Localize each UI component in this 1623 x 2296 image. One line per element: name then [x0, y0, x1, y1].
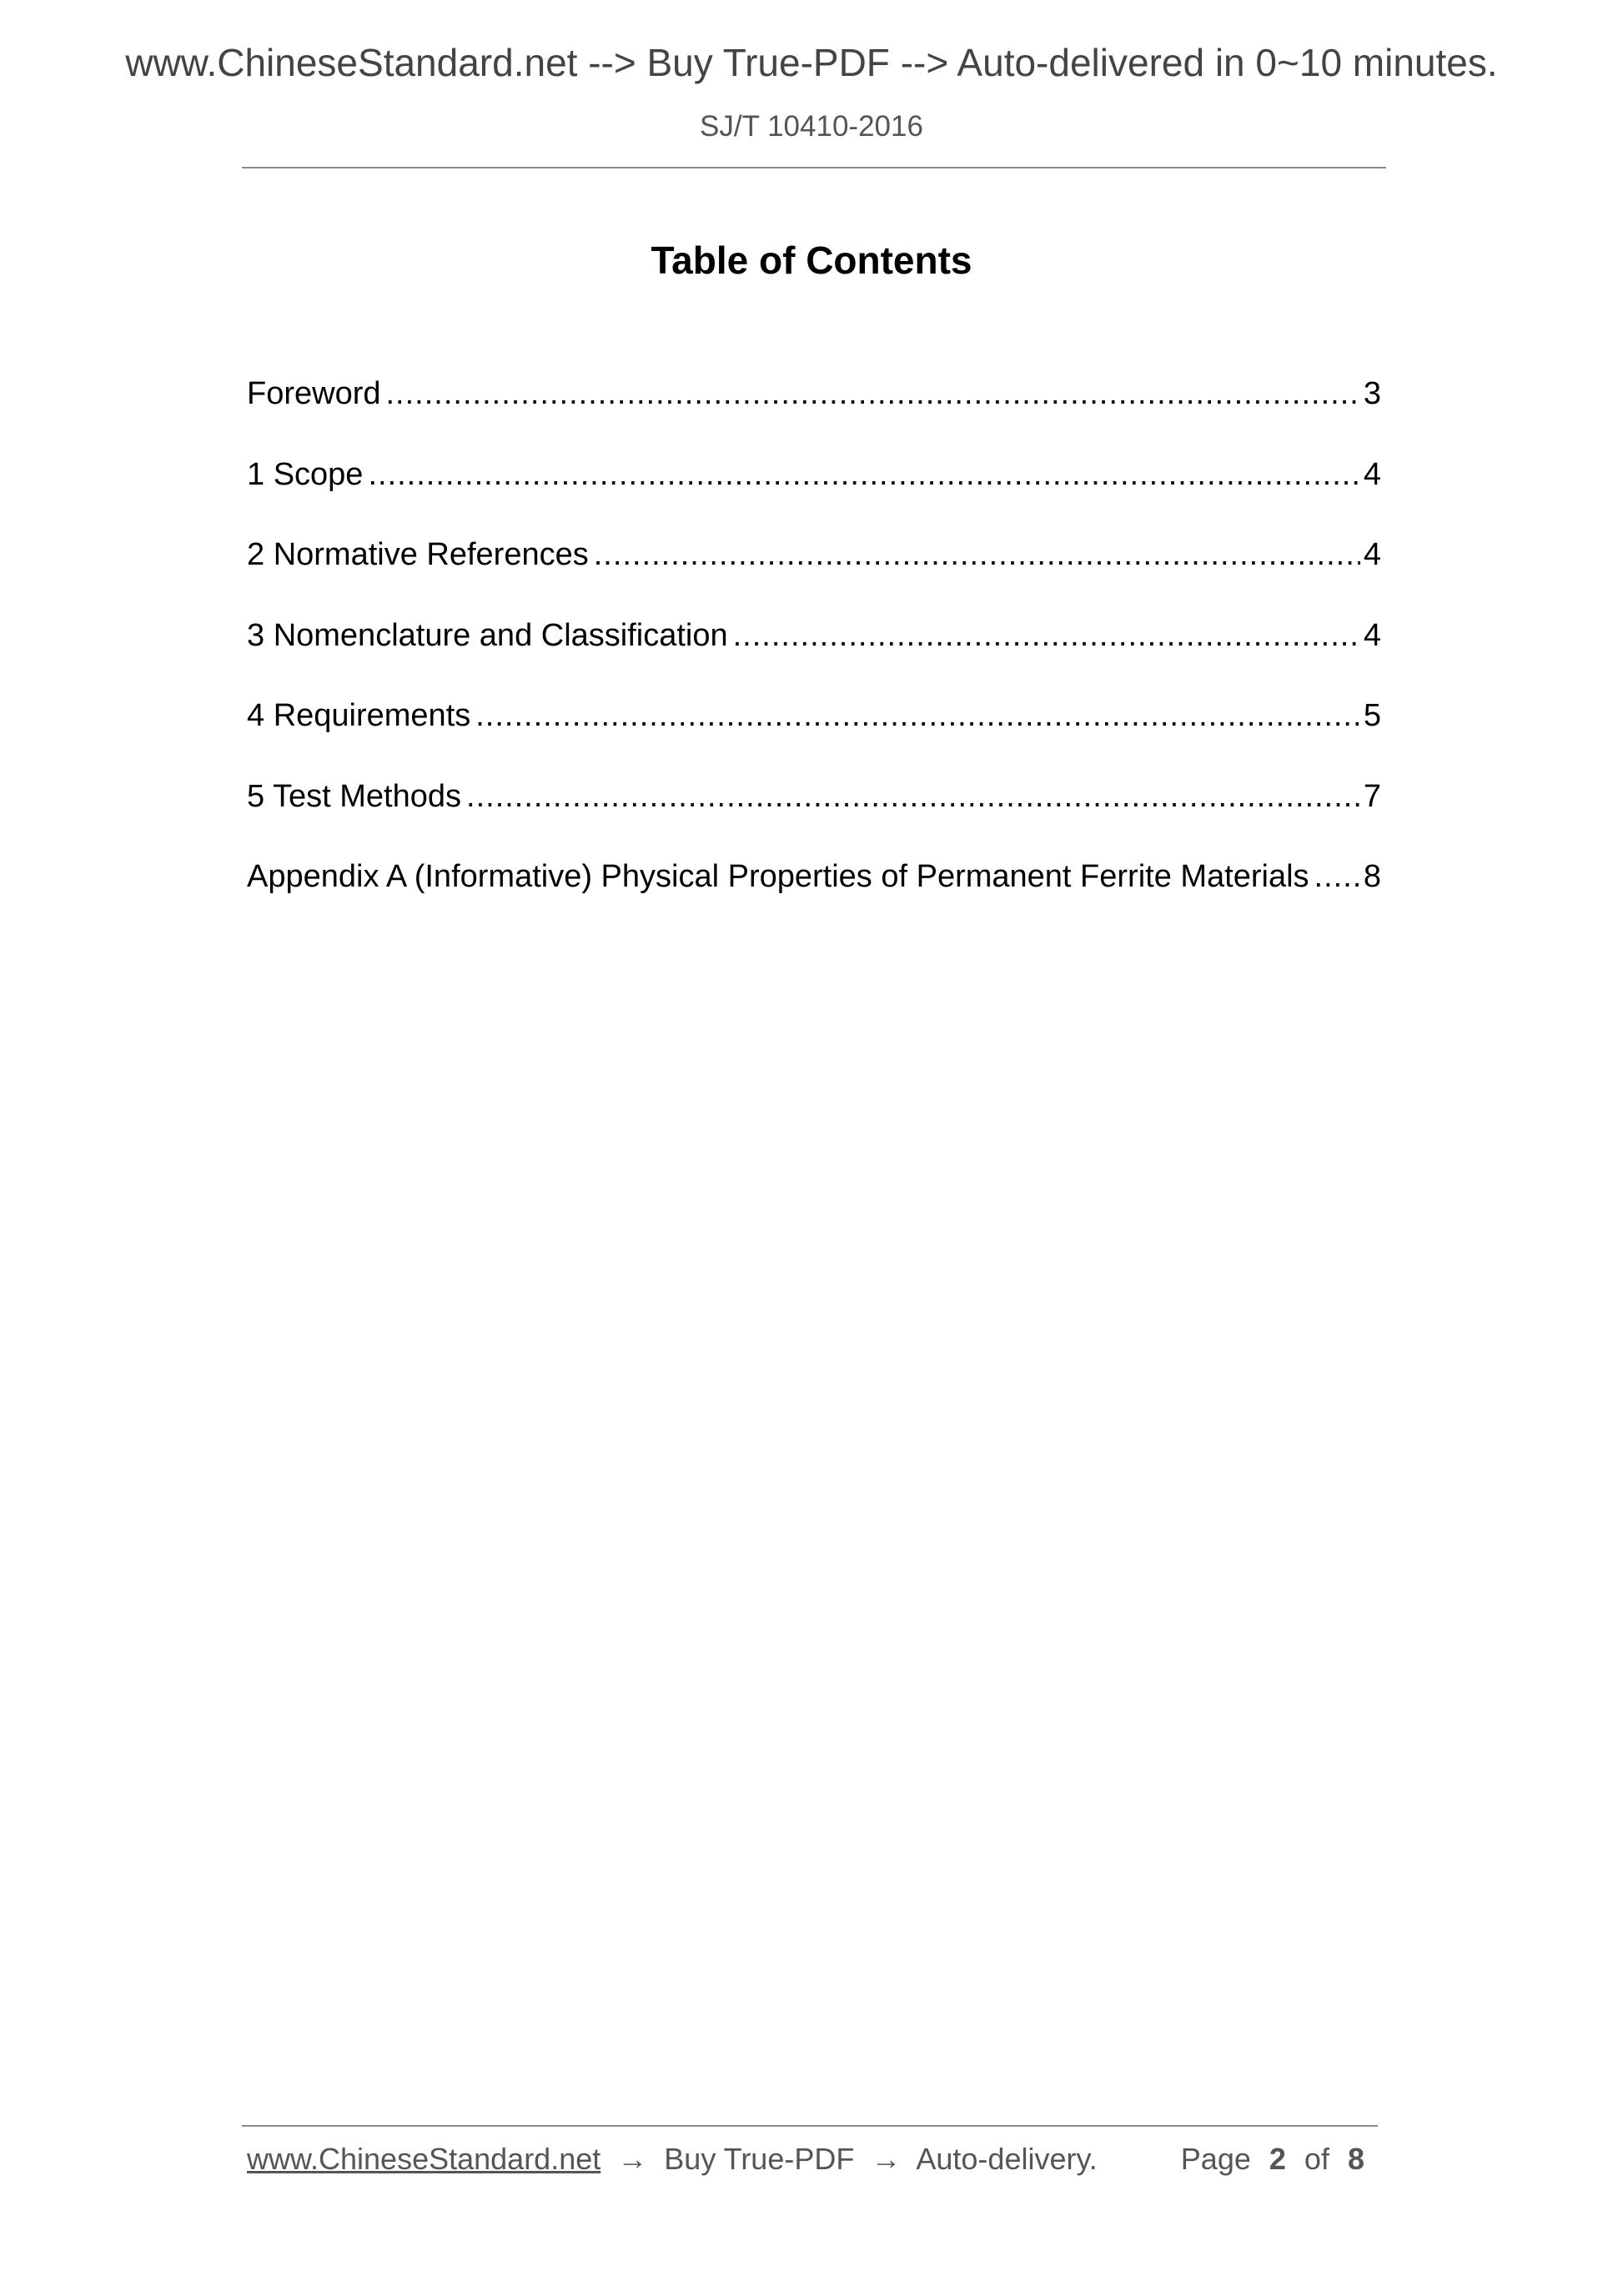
toc-entry-label: 4 Requirements: [247, 698, 471, 733]
toc-entry-page: 3: [1363, 376, 1381, 411]
toc-entry-page: 4: [1363, 537, 1381, 572]
document-code: SJ/T 10410-2016: [700, 110, 923, 143]
toc-entry-label: 3 Nomenclature and Classification: [247, 617, 728, 653]
toc-entry-nomenclature[interactable]: [247, 612, 1381, 693]
toc-entry-label: 1 Scope: [247, 456, 364, 492]
page-label: Page: [1180, 2142, 1251, 2176]
arrow-right-icon: →: [617, 2142, 648, 2176]
toc-list: [247, 370, 1381, 934]
toc-entry-page: 5: [1363, 698, 1381, 733]
toc-entry-label: 5 Test Methods: [247, 778, 462, 814]
header-divider: [242, 167, 1386, 168]
of-label: of: [1304, 2142, 1329, 2176]
toc-entry-normative-references[interactable]: [247, 531, 1381, 612]
footer-promo: [247, 2142, 1098, 2177]
toc-entry-page: 4: [1363, 456, 1381, 492]
toc-dot-leader: [368, 451, 1359, 498]
toc-entry-foreword[interactable]: [247, 370, 1381, 451]
toc-entry-label: 2 Normative References: [247, 537, 589, 572]
total-pages-number: 8: [1347, 2142, 1364, 2176]
toc-dot-leader: [475, 692, 1360, 739]
toc-entry-label: Foreword: [247, 376, 381, 411]
toc-entry-appendix-a[interactable]: [247, 853, 1381, 934]
footer-divider: [242, 2125, 1378, 2127]
toc-dot-leader: [733, 612, 1360, 659]
top-banner: www.ChineseStandard.net --> Buy True-PDF --> Auto-delivered in 0~10 minutes.: [125, 41, 1498, 84]
toc-dot-leader: [594, 531, 1360, 578]
arrow-right-icon: →: [871, 2142, 902, 2176]
footer-site-link[interactable]: www.ChineseStandard.net: [247, 2142, 601, 2176]
page-footer: [247, 2142, 1374, 2183]
toc-entry-scope[interactable]: [247, 451, 1381, 532]
toc-entry-label: Appendix A (Informative) Physical Properties of Permanent Ferrite Materials: [247, 859, 1309, 894]
page-indicator: [1181, 2142, 1374, 2177]
current-page-number: 2: [1269, 2142, 1286, 2176]
toc-dot-leader: [466, 773, 1360, 820]
toc-entry-page: 4: [1363, 617, 1381, 653]
toc-title: Table of Contents: [651, 239, 972, 282]
toc-entry-page: 7: [1363, 778, 1381, 814]
footer-buy-text: Buy True-PDF: [664, 2142, 855, 2176]
toc-dot-leader: [1314, 853, 1360, 900]
toc-dot-leader: [386, 370, 1360, 417]
footer-delivery-text: Auto-delivery.: [916, 2142, 1098, 2176]
toc-entry-page: 8: [1363, 859, 1381, 894]
toc-entry-requirements[interactable]: [247, 692, 1381, 773]
toc-entry-test-methods[interactable]: [247, 773, 1381, 854]
